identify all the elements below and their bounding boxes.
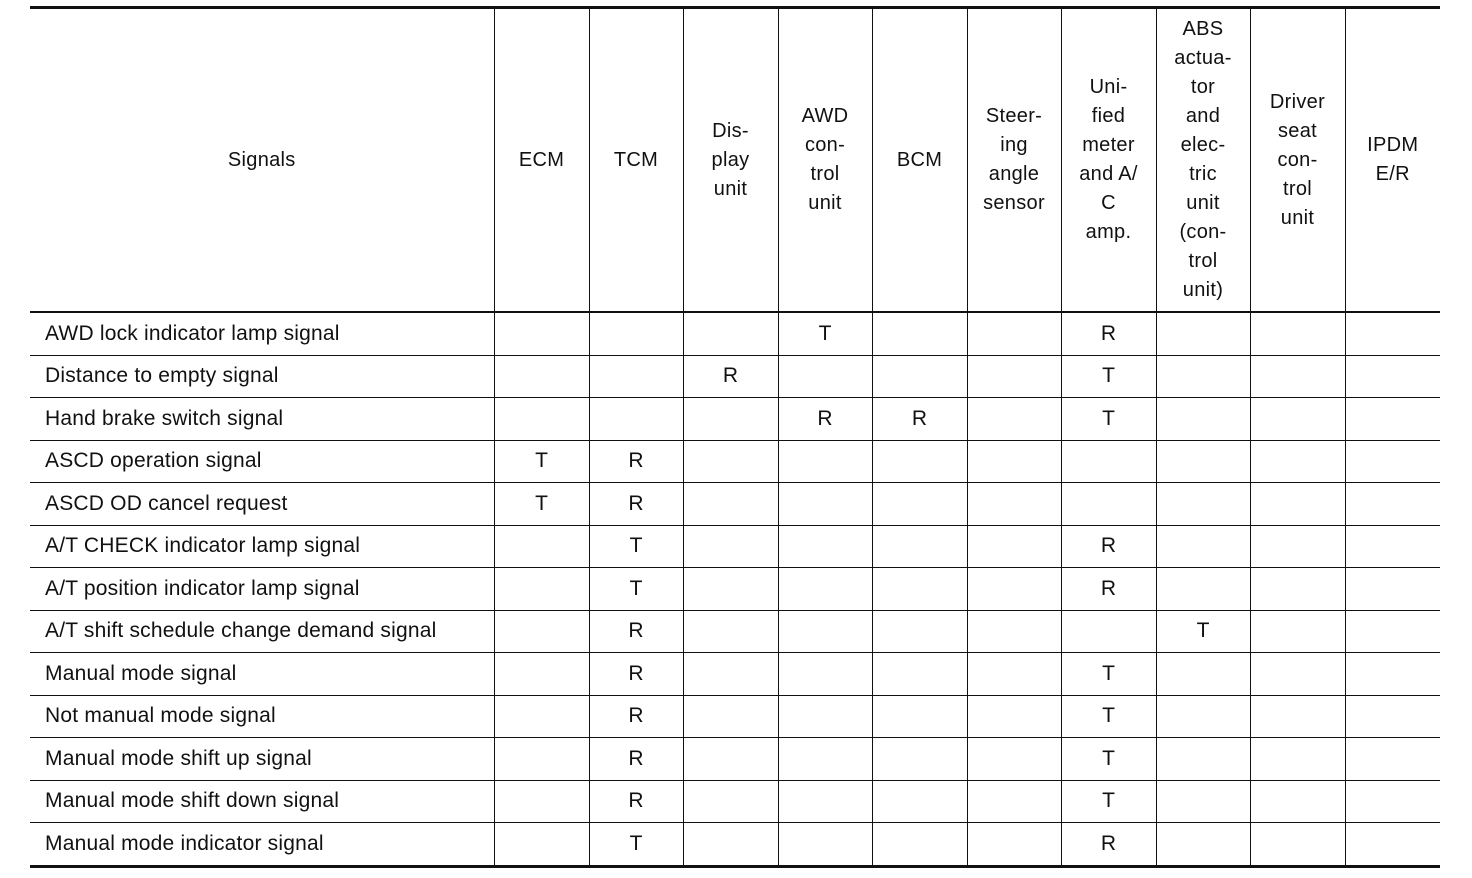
signal-role-cell-tcm: R [589,610,683,653]
signal-role-cell-awd: R [778,398,872,441]
header-row [30,8,1440,313]
signal-role-cell-display [683,695,778,738]
column-header-line: seat [1277,119,1317,142]
signal-role-cell-abs [1156,823,1250,867]
signal-role-cell-ipdm [1345,525,1440,568]
signal-role-cell-bcm [872,695,967,738]
signal-role-cell-display [683,823,778,867]
signal-role-cell-meter: T [1061,355,1156,398]
signal-role-cell-ecm [494,823,589,867]
signal-name-cell: Distance to empty signal [30,355,494,398]
signal-role-cell-bcm [872,312,967,355]
signal-name-cell: Manual mode indicator signal [45,831,324,855]
column-header-line: elec- [1180,134,1226,156]
signal-role-cell-bcm [872,483,967,526]
table-row [30,355,1440,398]
table-row [30,653,1440,696]
signal-role-cell-steering [967,525,1061,568]
signal-role-cell-steering [967,738,1061,781]
signal-role-cell-bcm [872,610,967,653]
signal-role-cell-tcm: T [589,823,683,867]
signal-role-cell-awd [778,525,872,568]
signal-table-container [30,6,1440,868]
signal-role-cell-meter [1061,440,1156,483]
column-header-line: angle [988,163,1040,185]
table-row [30,312,1440,355]
signal-role-cell-seat [1250,312,1345,355]
column-header-line: AWD [801,105,849,127]
signal-role-cell-seat [1250,780,1345,823]
signal-role-cell-meter: T [1061,780,1156,823]
column-header-ecm [494,8,589,313]
signal-role-cell-ipdm [1345,440,1440,483]
signal-role-cell-ipdm [1345,610,1440,653]
column-header-line: ing [1000,134,1028,156]
signal-role-cell-tcm: T [589,525,683,568]
column-header-line: tor [1190,76,1216,98]
column-header-line: unit) [1182,279,1224,301]
signal-role-cell-awd [778,610,872,653]
column-header-awd [778,8,872,313]
signal-role-cell-tcm: R [589,440,683,483]
signal-role-cell-ipdm [1345,568,1440,611]
signal-role-cell-steering [967,440,1061,483]
signal-role-cell-steering [967,823,1061,867]
table-row [30,780,1440,823]
column-header-line: tric [1189,163,1217,185]
column-header-line: fied [1091,105,1126,127]
signal-role-cell-display: R [683,355,778,398]
signal-role-cell-bcm [872,568,967,611]
signal-role-cell-ecm: T [494,440,589,483]
signal-role-cell-meter: T [1061,653,1156,696]
signal-role-cell-display [683,398,778,441]
signal-role-cell-meter [1061,483,1156,526]
signal-role-cell-ecm [494,398,589,441]
column-header-line: unit [1280,206,1315,229]
column-header-line: TCM [613,148,659,171]
signal-role-cell-awd [778,440,872,483]
column-header-line: ABS [1182,18,1224,40]
signal-role-cell-seat [1250,568,1345,611]
column-header-line: con- [1277,148,1318,171]
signal-role-cell-ipdm [1345,312,1440,355]
column-header-line: Steer- [985,105,1043,127]
column-header-line: trol [1188,250,1218,272]
table-body [30,312,1440,866]
signal-role-cell-abs [1156,653,1250,696]
table-row [30,568,1440,611]
signal-role-cell-abs [1156,312,1250,355]
signal-role-cell-meter: R [1061,525,1156,568]
column-header-line: unit [713,177,748,200]
signal-role-cell-bcm [872,440,967,483]
signal-role-cell-display [683,440,778,483]
column-header-line: C [1101,192,1116,214]
signal-role-cell-ecm [494,695,589,738]
signal-role-cell-ecm [494,610,589,653]
column-header-steering [967,8,1061,313]
signal-role-cell-ecm [494,738,589,781]
signal-role-cell-ecm: T [494,483,589,526]
column-header-line: Signals [227,148,296,171]
signal-role-cell-display [683,780,778,823]
column-header-tcm [589,8,683,313]
signal-name-cell: ASCD OD cancel request [30,483,494,526]
signal-role-cell-meter [1061,610,1156,653]
table-row [30,823,1440,867]
signal-role-cell-display [683,653,778,696]
signal-name-cell: A/T shift schedule change demand signal [30,610,494,653]
signal-role-cell-ipdm [1345,483,1440,526]
signal-role-cell-ipdm [1345,823,1440,867]
signal-role-cell-meter: R [1061,823,1156,867]
signal-role-cell-steering [967,695,1061,738]
signal-role-cell-steering [967,653,1061,696]
signal-role-cell-steering [967,312,1061,355]
signal-role-cell-abs [1156,738,1250,781]
table-row [30,738,1440,781]
column-header-line: BCM [896,148,943,171]
column-header-line: and A/ [1079,163,1138,185]
signal-role-cell-abs [1156,483,1250,526]
signal-role-cell-tcm: R [589,738,683,781]
signal-role-cell-tcm [589,312,683,355]
signal-role-cell-abs [1156,568,1250,611]
signal-role-cell-awd [778,780,872,823]
signal-name-cell: AWD lock indicator lamp signal [30,312,494,355]
signal-role-cell-ipdm [1345,653,1440,696]
signal-role-cell-steering [967,610,1061,653]
signal-role-cell-bcm [872,823,967,867]
signal-role-cell-steering [967,568,1061,611]
table-row [30,525,1440,568]
signal-role-cell-abs [1156,398,1250,441]
column-header-line: sensor [983,192,1045,214]
signal-role-cell-ecm [494,780,589,823]
table-row [30,610,1440,653]
column-header-line: amp. [1085,221,1132,243]
signal-name-cell: Hand brake switch signal [30,398,494,441]
signal-role-cell-abs [1156,440,1250,483]
can-signal-table [30,6,1440,868]
signal-role-cell-awd [778,653,872,696]
column-header-meter [1061,8,1156,313]
column-header-seat [1250,8,1345,313]
column-header-line: unit [1186,192,1220,214]
signal-role-cell-seat [1250,355,1345,398]
signal-role-cell-bcm [872,653,967,696]
column-header-abs [1156,8,1250,313]
signal-role-cell-tcm: T [589,568,683,611]
signal-role-cell-steering [967,355,1061,398]
table-row [30,483,1440,526]
signal-role-cell-seat [1250,695,1345,738]
signal-role-cell-ecm [494,525,589,568]
signal-name-cell: A/T CHECK indicator lamp signal [30,525,494,568]
signal-role-cell-awd [778,738,872,781]
column-header-line: ECM [518,148,565,171]
column-header-line: Driver [1269,90,1326,113]
signal-role-cell-awd [778,355,872,398]
signal-role-cell-awd [778,568,872,611]
signal-role-cell-display [683,568,778,611]
table-row [30,440,1440,483]
signal-role-cell-seat [1250,483,1345,526]
signal-role-cell-tcm: R [589,653,683,696]
column-header-signals [30,8,494,313]
signal-role-cell-tcm [589,398,683,441]
column-header-display [683,8,778,313]
signal-name-cell: Manual mode signal [30,653,494,696]
signal-role-cell-ecm [494,355,589,398]
signal-role-cell-steering [967,483,1061,526]
signal-role-cell-display [683,525,778,568]
signal-role-cell-abs [1156,695,1250,738]
signal-role-cell-seat [1250,610,1345,653]
column-header-line: trol [810,163,840,185]
signal-role-cell-abs [1156,355,1250,398]
signal-role-cell-ipdm [1345,780,1440,823]
signal-role-cell-tcm: R [589,695,683,738]
column-header-line: play [711,148,750,171]
signal-role-cell-meter: R [1061,312,1156,355]
column-header-line: and [1185,105,1221,127]
signal-role-cell-tcm: R [589,483,683,526]
signal-role-cell-seat [1250,653,1345,696]
column-header-line: meter [1082,134,1135,156]
signal-role-cell-ecm [494,653,589,696]
column-header-line: actua- [1174,47,1232,69]
column-header-line: con- [804,134,846,156]
signal-name-cell: ASCD operation signal [30,440,494,483]
column-header-line: Dis- [712,119,749,142]
signal-role-cell-meter: T [1061,398,1156,441]
signal-role-cell-ipdm [1345,738,1440,781]
signal-role-cell-bcm: R [872,398,967,441]
signal-name-cell: Not manual mode signal [30,695,494,738]
signal-role-cell-steering [967,398,1061,441]
signal-role-cell-meter: T [1061,695,1156,738]
column-header-bcm [872,8,967,313]
table-row [30,398,1440,441]
signal-role-cell-meter: T [1061,738,1156,781]
column-header-line: IPDM [1367,134,1419,156]
signal-role-cell-abs: T [1156,610,1250,653]
signal-role-cell-steering [967,780,1061,823]
signal-role-cell-bcm [872,780,967,823]
column-header-line: (con- [1179,221,1227,243]
signal-role-cell-display [683,312,778,355]
signal-role-cell-abs [1156,525,1250,568]
signal-role-cell-tcm [589,355,683,398]
signal-role-cell-ipdm [1345,355,1440,398]
table-row [30,695,1440,738]
signal-role-cell-seat [1250,440,1345,483]
signal-role-cell-awd [778,483,872,526]
signal-role-cell-ecm [494,312,589,355]
signal-role-cell-bcm [872,355,967,398]
signal-name-cell: Manual mode shift down signal [30,780,494,823]
signal-role-cell-meter: R [1061,568,1156,611]
column-header-line: Uni- [1089,76,1128,98]
signal-role-cell-ipdm [1345,398,1440,441]
signal-role-cell-awd [778,823,872,867]
signal-role-cell-seat [1250,525,1345,568]
signal-role-cell-seat [1250,738,1345,781]
signal-role-cell-display [683,738,778,781]
signal-role-cell-bcm [872,525,967,568]
signal-role-cell-seat [1250,398,1345,441]
signal-role-cell-awd: T [778,312,872,355]
signal-role-cell-tcm: R [589,780,683,823]
column-header-line: E/R [1375,163,1410,185]
signal-name-cell: A/T position indicator lamp signal [30,568,494,611]
table-header [30,8,1440,313]
signal-role-cell-abs [1156,780,1250,823]
column-header-ipdm [1345,8,1440,313]
signal-role-cell-ecm [494,568,589,611]
signal-role-cell-awd [778,695,872,738]
signal-role-cell-ipdm [1345,695,1440,738]
signal-role-cell-seat [1250,823,1345,867]
signal-name-cell: Manual mode shift up signal [30,738,494,781]
column-header-line: trol [1283,177,1312,200]
signal-role-cell-display [683,610,778,653]
signal-role-cell-display [683,483,778,526]
signal-role-cell-bcm [872,738,967,781]
column-header-line: unit [808,192,842,214]
